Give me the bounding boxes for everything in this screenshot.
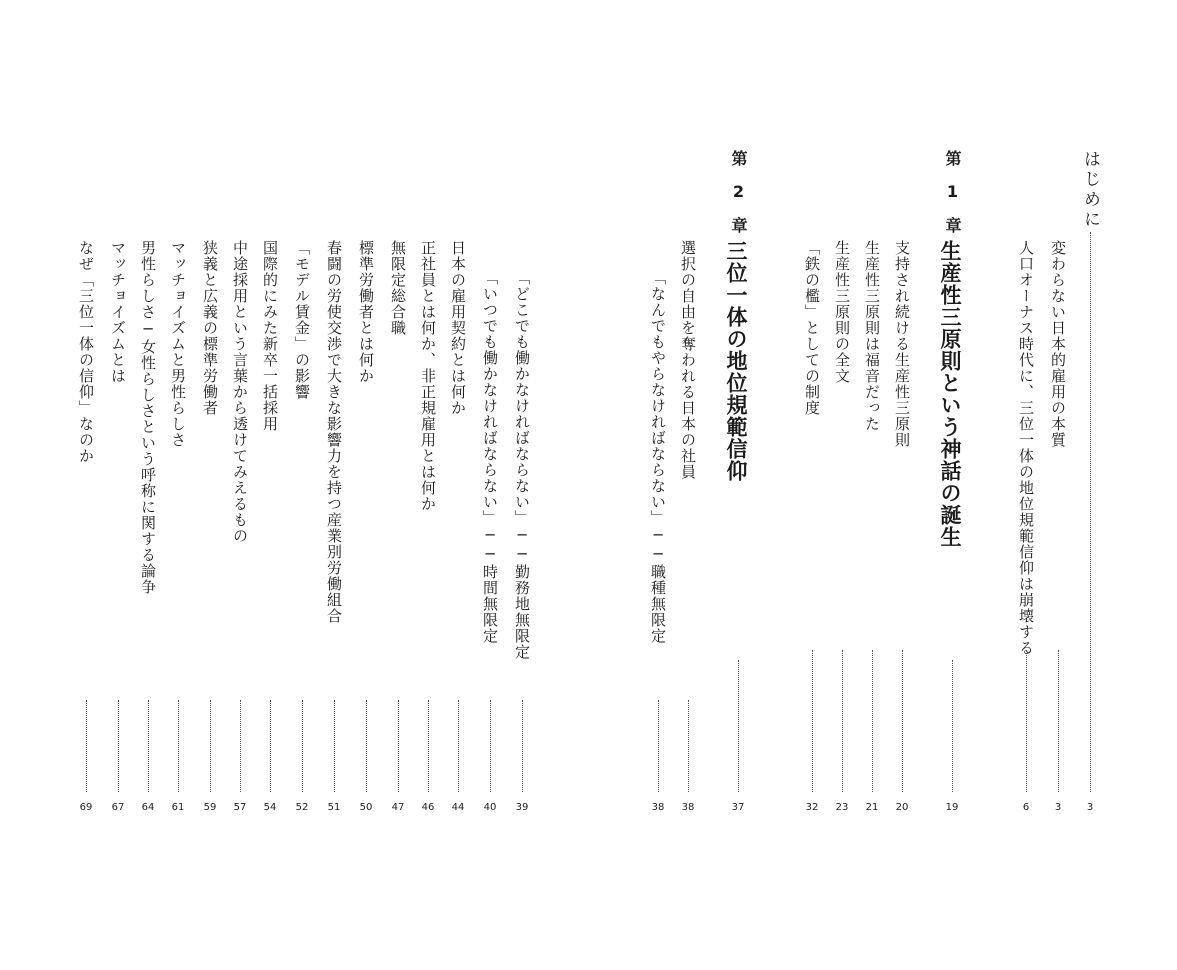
toc-entry-ch2-5: 日本の雇用契約とは何か [449,240,467,416]
toc-leader-ch1-1 [902,650,903,792]
toc-page-ch2-14: 61 [171,802,185,813]
toc-leader-ch2-2 [658,700,659,792]
toc-page-ch2-9: 51 [327,802,341,813]
toc-leader-ch2-15 [148,700,149,792]
toc-leader-intro-2 [1026,650,1027,792]
toc-leader-ch2-5 [458,700,459,792]
toc-entry-ch2-8: 標準労働者とは何か [357,240,375,384]
chapter-2-leader [738,660,739,792]
toc-entry-ch2-2: 「なんでもやらなければならない」──職種無限定 [649,270,667,644]
toc-entry-ch2-16: マッチョイズムとは [109,240,127,384]
toc-entry-ch1-2: 生産性三原則は福音だった [863,240,881,432]
toc-page-ch2-1: 38 [681,802,695,813]
toc-entry-ch2-3: 「どこでも働かなければならない」──勤務地無限定 [513,270,531,660]
toc-entry-ch2-14: マッチョイズムと男性らしさ [169,240,187,448]
toc-entry-ch2-4: 「いつでも働かなければならない」──時間無限定 [481,270,499,644]
chapter-1-page-number: 19 [945,802,959,813]
toc-page-ch2-16: 67 [111,802,125,813]
toc-page-ch2-15: 64 [141,802,155,813]
toc-leader-ch2-7 [398,700,399,792]
toc-entry-ch2-1: 選択の自由を奪われる日本の社員 [679,240,697,480]
toc-leader-ch2-8 [366,700,367,792]
toc-entry-ch2-17: なぜ「三位一体の信仰」なのか [77,240,95,464]
toc-page-ch2-10: 52 [295,802,309,813]
toc-page-ch2-12: 57 [233,802,247,813]
toc-page-ch1-4: 32 [805,802,819,813]
toc-leader-ch2-9 [334,700,335,792]
toc-page-ch2-13: 59 [203,802,217,813]
toc-page-ch1-2: 21 [865,802,879,813]
intro-page-number: 3 [1086,802,1094,813]
toc-leader-ch2-13 [210,700,211,792]
toc-leader-ch2-16 [118,700,119,792]
toc-page-intro-2: 6 [1022,802,1030,813]
toc-page-ch2-5: 44 [451,802,465,813]
toc-entry-ch2-15: 男性らしさ─女性らしさという呼称に関する論争 [139,240,157,595]
intro-leader [1090,232,1091,792]
toc-leader-ch1-4 [812,650,813,792]
toc-leader-ch2-17 [86,700,87,792]
chapter-2-label: 第2章 [729,150,748,249]
toc-page-ch2-2: 38 [651,802,665,813]
toc-leader-ch1-3 [842,650,843,792]
toc-leader-intro-1 [1058,650,1059,792]
toc-page-ch1-1: 20 [895,802,909,813]
toc-entry-ch2-6: 正社員とは何か、非正規雇用とは何か [419,240,437,512]
toc-leader-ch2-3 [522,700,523,792]
toc-page-intro-1: 3 [1054,802,1062,813]
toc-page-ch2-4: 40 [483,802,497,813]
toc-leader-ch2-11 [270,700,271,792]
chapter-2-title: 三位一体の地位規範信仰 [724,240,748,482]
toc-leader-ch2-12 [240,700,241,792]
intro-title: はじめに [1080,150,1100,230]
toc-entry-ch1-4: 「鉄の檻」としての制度 [803,240,821,416]
chapter-1-leader [952,660,953,792]
toc-entry-ch1-3: 生産性三原則の全文 [833,240,851,384]
toc-entry-ch1-1: 支持され続ける生産性三原則 [893,240,911,448]
toc-page-ch2-8: 50 [359,802,373,813]
toc-entry-ch2-7: 無限定総合職 [389,240,407,336]
chapter-1-label: 第1章 [943,150,962,249]
toc-page-ch2-6: 46 [421,802,435,813]
toc-leader-ch2-1 [688,700,689,792]
toc-entry-ch2-12: 中途採用という言葉から透けてみえるもの [231,240,249,544]
toc-page-ch2-7: 47 [391,802,405,813]
toc-entry-ch2-11: 国際的にみた新卒一括採用 [261,240,279,432]
toc-entry-ch2-10: 「モデル賃金」の影響 [293,240,311,400]
toc-page-ch2-11: 54 [263,802,277,813]
toc-entry-intro-2: 人口オーナス時代に、三位一体の地位規範信仰は崩壊する [1017,240,1035,656]
chapter-2-page-number: 37 [731,802,745,813]
toc-leader-ch2-6 [428,700,429,792]
toc-leader-ch2-10 [302,700,303,792]
toc-entry-ch2-13: 狭義と広義の標準労働者 [201,240,219,416]
toc-page-ch1-3: 23 [835,802,849,813]
toc-leader-ch2-4 [490,700,491,792]
toc-leader-ch1-2 [872,650,873,792]
toc-page-ch2-17: 69 [79,802,93,813]
toc-entry-intro-1: 変わらない日本的雇用の本質 [1049,240,1067,448]
toc-page-ch2-3: 39 [515,802,529,813]
toc-leader-ch2-14 [178,700,179,792]
chapter-1-title: 生産性三原則という神話の誕生 [938,240,962,548]
toc-entry-ch2-9: 春闘の労使交渉で大きな影響力を持つ産業別労働組合 [325,240,343,624]
